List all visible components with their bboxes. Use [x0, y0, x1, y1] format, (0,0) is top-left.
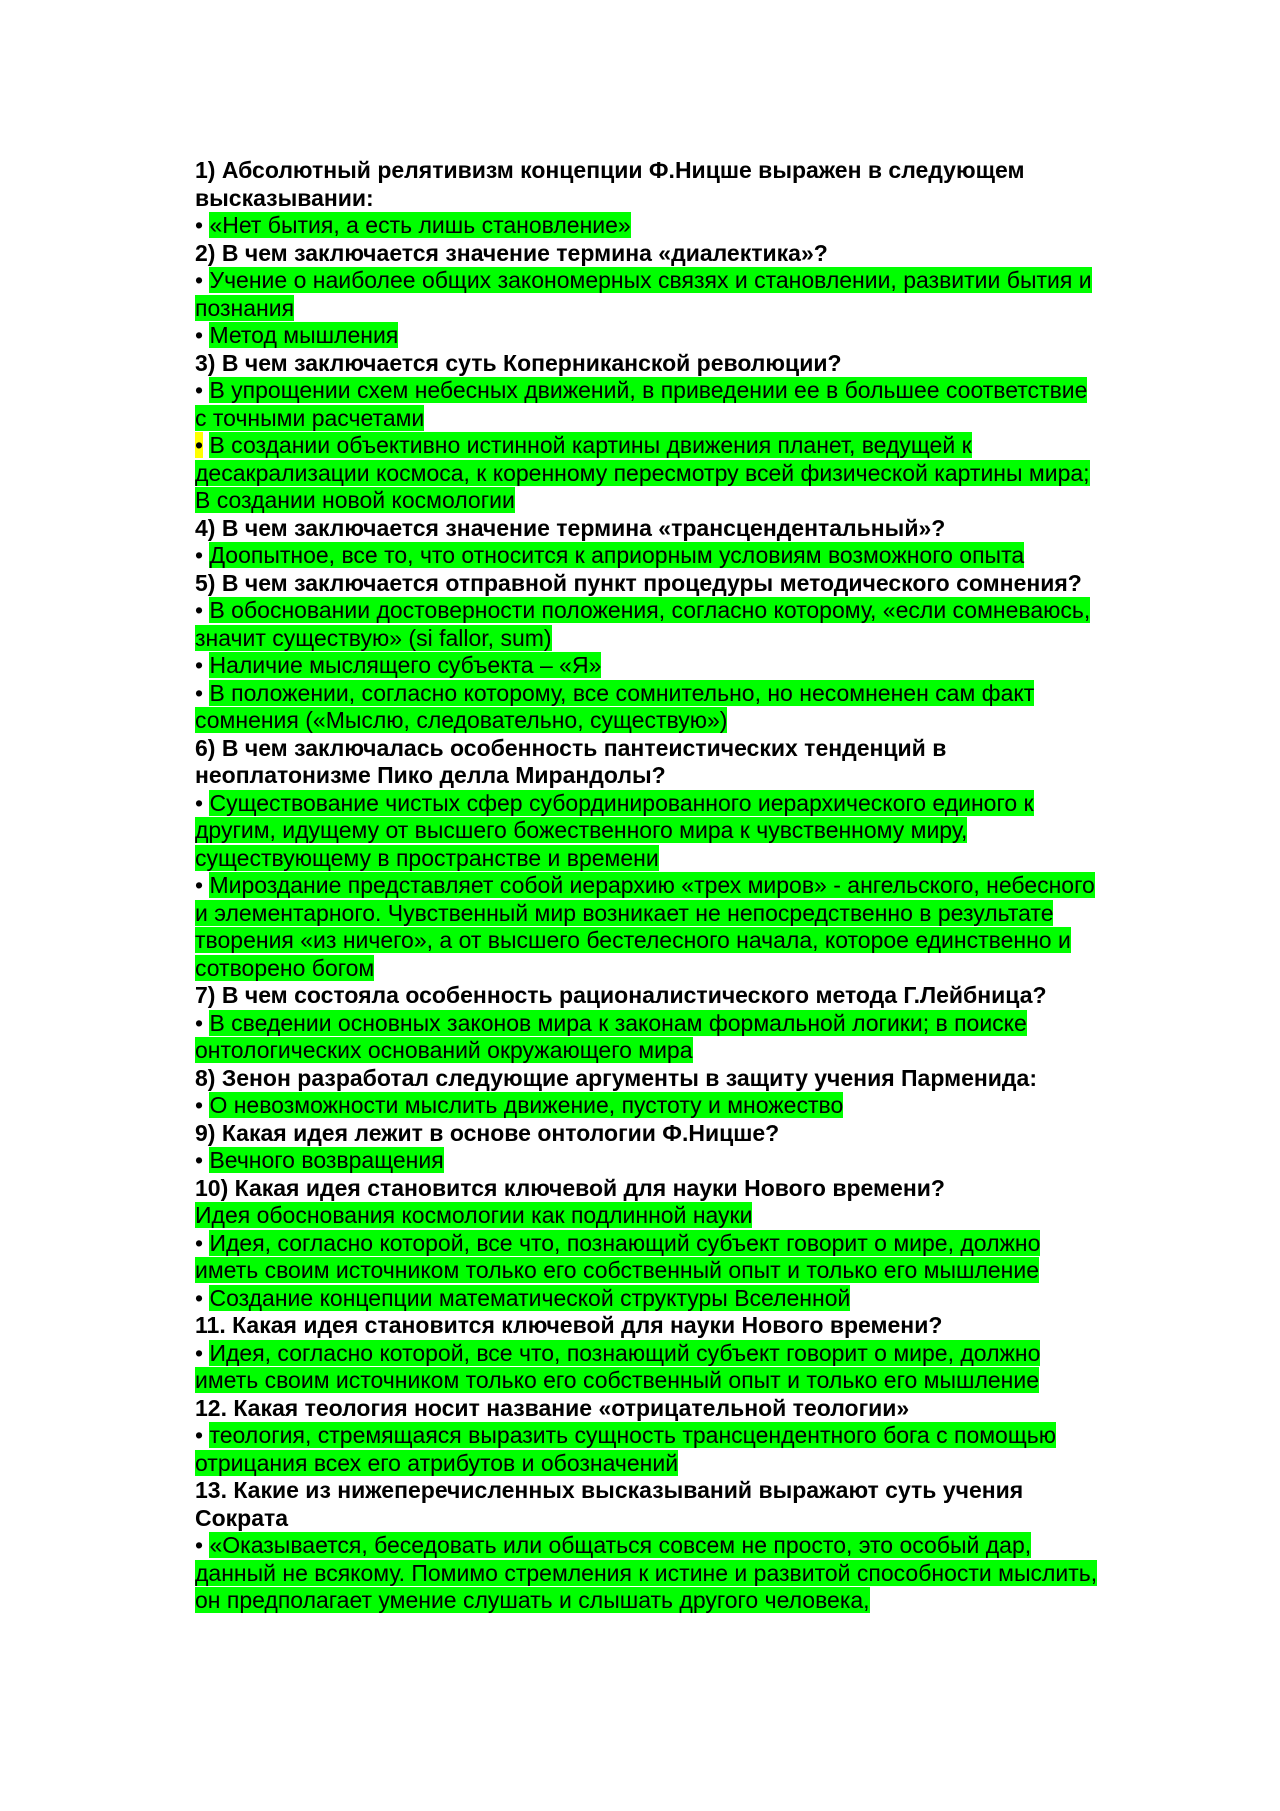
highlighted-answer: Идея, согласно которой, все что, познающий субъект говорит о мире, должно иметь своим источником только его собственный опыт и только его мышление	[195, 1339, 1041, 1393]
bullet-mark: •	[195, 789, 204, 816]
highlighted-answer: Вечного возвращения	[209, 1147, 444, 1173]
bullet-mark: •	[195, 432, 204, 458]
bullet-mark: •	[195, 212, 204, 238]
bullet-mark: •	[195, 1092, 204, 1118]
answer-line	[195, 212, 1100, 240]
question-text: 8) Зенон разработал следующие аргументы в защиту учения Парменида:	[195, 1064, 1037, 1091]
bullet-mark: •	[195, 652, 204, 678]
answer-line	[195, 432, 1100, 487]
highlighted-answer: Существование чистых сфер субординированного иерархического единого к другим, идущему от высшего божественного мира к чувственному миру, существующему в пространстве и времени	[195, 789, 1034, 871]
answer-line	[195, 597, 1100, 652]
question-text: 11. Какая идея становится ключевой для науки Нового времени?	[195, 1312, 943, 1338]
bullet-mark: •	[195, 679, 204, 706]
bullet-mark: •	[195, 1229, 204, 1256]
bullet-mark: •	[195, 1422, 204, 1448]
highlighted-answer: Доопытное, все то, что относится к априорным условиям возможного опыта	[209, 542, 1025, 568]
answer-line	[195, 322, 1100, 350]
question-text: 12. Какая теология носит название «отрицательной теологии»	[195, 1394, 910, 1421]
question-text: 6) В чем заключалась особенность пантеистических тенденций в неоплатонизме Пико делла Мирандолы?	[195, 734, 947, 788]
bullet-mark: •	[195, 1147, 204, 1173]
answer-line	[195, 1092, 1100, 1120]
answer-line	[195, 1147, 1100, 1175]
answer-line	[195, 1422, 1100, 1477]
highlighted-answer: Учение о наиболее общих закономерных связях и становлении, развитии бытия и познания	[195, 267, 1092, 321]
answer-line	[195, 872, 1100, 982]
question-text: 2) В чем заключается значение термина «диалектика»?	[195, 239, 828, 266]
answer-line	[195, 790, 1100, 873]
answer-line	[195, 652, 1100, 680]
bullet-mark: •	[195, 1532, 204, 1558]
bullet-mark: •	[195, 377, 204, 403]
answer-line	[195, 1010, 1100, 1065]
answer-line	[195, 1202, 1100, 1230]
answer-line	[195, 267, 1100, 322]
question-text: 1) Абсолютный релятивизм концепции Ф.Ницше выражен в следующем высказывании:	[195, 157, 1025, 211]
bullet-mark: •	[195, 872, 204, 898]
answer-line	[195, 1285, 1100, 1313]
highlighted-answer: В создании объективно истинной картины движения планет, ведущей к десакрализации космоса, к коренному пересмотру всей физической картины мира;	[195, 432, 1090, 486]
question-text: 9) Какая идея лежит в основе онтологии Ф.Ницше?	[195, 1119, 780, 1146]
highlighted-answer: В положении, согласно которому, все сомнительно, но несомненен сам факт сомнения («Мыслю, следовательно, существую»)	[195, 679, 1035, 733]
highlighted-answer: В сведении основных законов мира к законам формальной логики; в поиске онтологических оснований окружающего мира	[195, 1009, 1027, 1063]
answer-line	[195, 487, 1100, 515]
document-page	[195, 157, 1100, 1615]
question-text: 4) В чем заключается значение термина «трансцендентальный»?	[195, 514, 946, 541]
bullet-mark: •	[195, 1009, 204, 1036]
answer-line	[195, 1230, 1100, 1285]
highlighted-answer: В создании новой космологии	[195, 487, 515, 513]
bullet-mark: •	[195, 322, 204, 348]
bullet-mark: •	[195, 1339, 204, 1366]
question-text: 13. Какие из нижеперечисленных высказываний выражают суть учения Сократа	[195, 1477, 1024, 1531]
highlighted-answer: Идея обоснования космологии как подлинной науки	[195, 1202, 753, 1228]
bullet-mark: •	[195, 597, 204, 623]
question-text: 5) В чем заключается отправной пункт процедуры методического сомнения?	[195, 569, 1082, 596]
question-text: 3) В чем заключается суть Коперниканской революции?	[195, 349, 842, 376]
answer-line	[195, 542, 1100, 570]
highlighted-answer: Мироздание представляет собой иерархию «трех миров» - ангельского, небесного и элементарного. Чувственный мир возникает не непосредственно в результате творения «из ничего», а от высшего бестелесного начала, которое единственно и сотворено богом	[195, 872, 1095, 981]
answer-line	[195, 1532, 1100, 1615]
highlighted-answer: О невозможности мыслить движение, пустоту и множество	[209, 1092, 844, 1118]
highlighted-answer: Наличие мыслящего субъекта – «Я»	[209, 652, 602, 678]
bullet-mark: •	[195, 267, 204, 293]
highlighted-answer: «Нет бытия, а есть лишь становление»	[209, 212, 631, 238]
highlighted-answer: Идея, согласно которой, все что, познающий субъект говорит о мире, должно иметь своим источником только его собственный опыт и только его мышление	[195, 1229, 1041, 1283]
question-text: 10) Какая идея становится ключевой для науки Нового времени?	[195, 1174, 945, 1201]
question-text: 7) В чем состояла особенность рационалистического метода Г.Лейбница?	[195, 982, 1047, 1008]
answer-line	[195, 377, 1100, 432]
answer-line	[195, 680, 1100, 735]
bullet-mark: •	[195, 542, 204, 568]
answer-line	[195, 1340, 1100, 1395]
highlighted-answer: Метод мышления	[209, 322, 399, 348]
highlighted-answer: Создание концепции математической структуры Вселенной	[209, 1284, 851, 1311]
highlighted-answer: «Оказывается, беседовать или общаться совсем не просто, это особый дар, данный не всякому. Помимо стремления к истине и развитой способности мыслить, он предполагает умение слушать и слышать другого человека,	[195, 1532, 1098, 1613]
highlighted-answer: В упрощении схем небесных движений, в приведении ее в большее соответствие с точными расчетами	[195, 377, 1088, 431]
bullet-mark: •	[195, 1284, 204, 1311]
highlighted-answer: теология, стремящаяся выразить сущность трансцендентного бога с помощью отрицания всех его атрибутов и обозначений	[195, 1422, 1057, 1476]
highlighted-answer: В обосновании достоверности положения, согласно которому, «если сомневаюсь, значит существую» (si fallor, sum)	[195, 597, 1091, 651]
